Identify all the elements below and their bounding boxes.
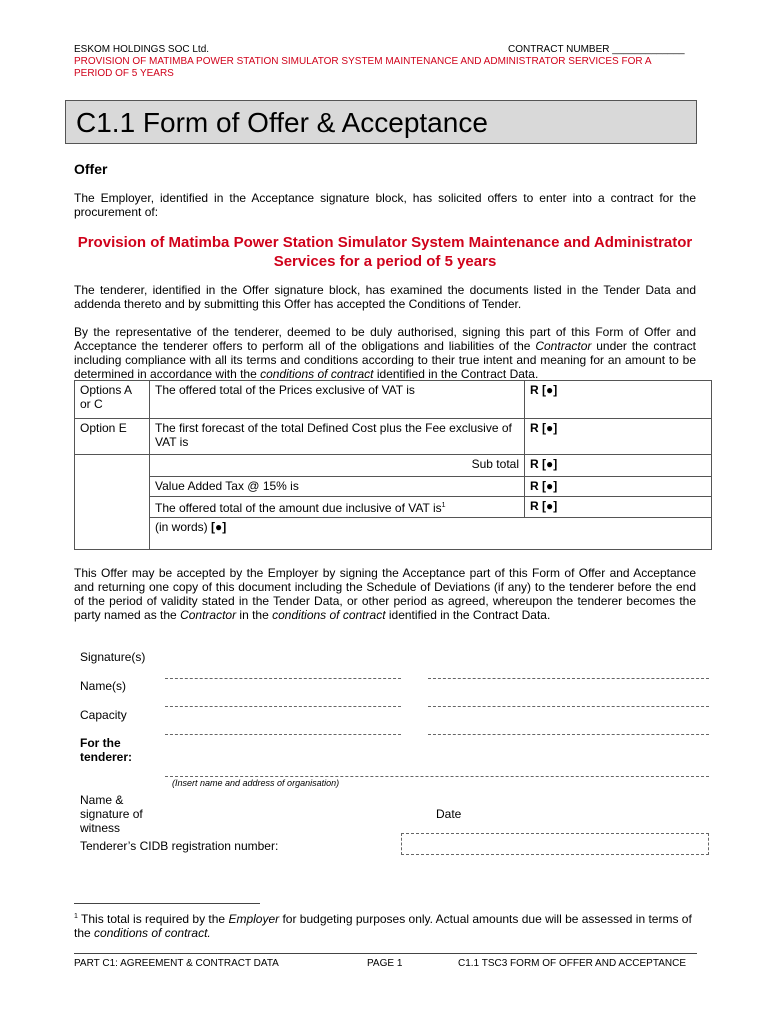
footer-divider <box>74 953 697 954</box>
footer-page-number: PAGE 1 <box>367 958 403 969</box>
amount-field[interactable]: R [●] <box>525 381 712 419</box>
total-label: The offered total of the amount due inclusive of VAT $is^1$ <box>150 497 525 518</box>
table-row <box>75 477 712 497</box>
footnote-divider <box>74 903 260 904</box>
option-label: Option E <box>75 419 150 455</box>
capacity-label: Capacity <box>80 708 127 722</box>
obligations-conditions: conditions of contract <box>260 367 374 381</box>
page-title: C1.1 Form of Offer & Acceptance <box>65 100 697 144</box>
acceptance-paragraph: This Offer may be accepted by the Employer by signing the Acceptance part of this Form of Offer and Acceptance and returning one copy of this document including the Schedule of Deviations (if any) to the tenderer before the end of the period of validity stated in the Tender Data, or other period as agreed, whereupon the tenderer becomes the party named as the Contractor in the conditions of contract identified in the Contract Data. <box>74 566 696 622</box>
witness-label-1: Name & <box>80 793 124 807</box>
organisation-line[interactable] <box>165 776 709 777</box>
vat-label: Value Added Tax @ 15% is <box>150 477 525 497</box>
table-row <box>75 518 712 550</box>
offer-intro: The Employer, identified in the Acceptance signature block, has solicited offers to enter into a contract for the procurement of: <box>74 191 696 219</box>
table-row <box>75 381 712 419</box>
signature-line-1[interactable] <box>165 678 401 679</box>
witness-label-3: witness <box>80 821 121 835</box>
capacity-line-2[interactable] <box>428 734 709 735</box>
option-description: The offered total of the Prices exclusive of VAT is <box>150 381 525 419</box>
organisation-note: (Insert name and address of organisation) <box>172 778 340 788</box>
project-title-line2: PERIOD OF 5 YEARS <box>74 68 174 79</box>
cidb-label: Tenderer’s CIDB registration number: <box>80 839 279 853</box>
amount-field[interactable]: R [●] <box>525 419 712 455</box>
option-description: The first forecast of the total Defined Cost plus the Fee exclusive of VAT is <box>150 419 525 455</box>
contract-number-label: CONTRACT NUMBER _____________ <box>508 44 685 55</box>
option-label: Options A or C <box>75 381 150 419</box>
subtotal-label: Sub total <box>150 455 525 477</box>
obligations-text-c: under the contract including compliance with all its terms and conditions according to their true intent and meaning for an amount to be determined in accordance with the <box>74 339 696 381</box>
offer-para-tender-data: The tenderer, identified in the Offer signature block, has examined the documents listed in the Tender Data and addenda thereto and by submitting this Offer has accepted the Conditions of Tender. <box>74 283 696 311</box>
total-amount[interactable]: R [●] <box>525 497 712 518</box>
procurement-subject: Provision of Matimba Power Station Simulator System Maintenance and Administrator Services for a period of 5 years <box>77 234 693 270</box>
subtotal-amount[interactable]: R [●] <box>525 455 712 477</box>
offer-price-table <box>74 380 712 550</box>
obligations-contractor: Contractor <box>535 339 592 353</box>
footnote: $^1$ This total is required by the Employer for budgeting purposes only. Actual amounts due will be assessed in terms of the conditions of contract. <box>74 912 692 940</box>
project-title-line1: PROVISION OF MATIMBA POWER STATION SIMULATOR SYSTEM MAINTENANCE AND ADMINISTRATOR SERVICES FOR A <box>74 56 652 67</box>
offer-heading: Offer <box>74 161 108 177</box>
vat-amount[interactable]: R [●] <box>525 477 712 497</box>
company-name: ESKOM HOLDINGS SOC Ltd. <box>74 44 210 55</box>
name-line-2[interactable] <box>428 706 709 707</box>
amount-in-words[interactable]: (in words) [●] <box>150 518 712 550</box>
cidb-number-field[interactable] <box>401 833 709 855</box>
names-label: Name(s) <box>80 679 127 693</box>
footnote-ref: 1 <box>441 502 446 509</box>
capacity-line-1[interactable] <box>165 734 401 735</box>
signatures-label: Signature(s) <box>80 650 146 664</box>
witness-label-2: signature of <box>80 807 143 821</box>
for-tenderer-label-1: For the <box>80 736 121 750</box>
table-row <box>75 455 712 477</box>
footer-part: PART C1: AGREEMENT & CONTRACT DATA <box>74 958 279 969</box>
table-row <box>75 419 712 455</box>
for-tenderer-label-2: tenderer: <box>80 750 133 764</box>
footer-document-title: C1.1 TSC3 FORM OF OFFER AND ACCEPTANCE <box>458 958 686 969</box>
offer-para-obligations <box>74 325 696 381</box>
name-line-1[interactable] <box>165 706 401 707</box>
obligations-text-a: By the representative of the tenderer, deemed to be duly authorised, signing this part of this Form of Offer and Acceptance the tenderer offers to perform all of the obligations and liabilities of the <box>74 325 696 353</box>
date-label: Date <box>436 807 462 821</box>
signature-line-2[interactable] <box>428 678 709 679</box>
table-row <box>75 497 712 518</box>
obligations-text-e: identified in the Contract Data. <box>373 367 539 381</box>
